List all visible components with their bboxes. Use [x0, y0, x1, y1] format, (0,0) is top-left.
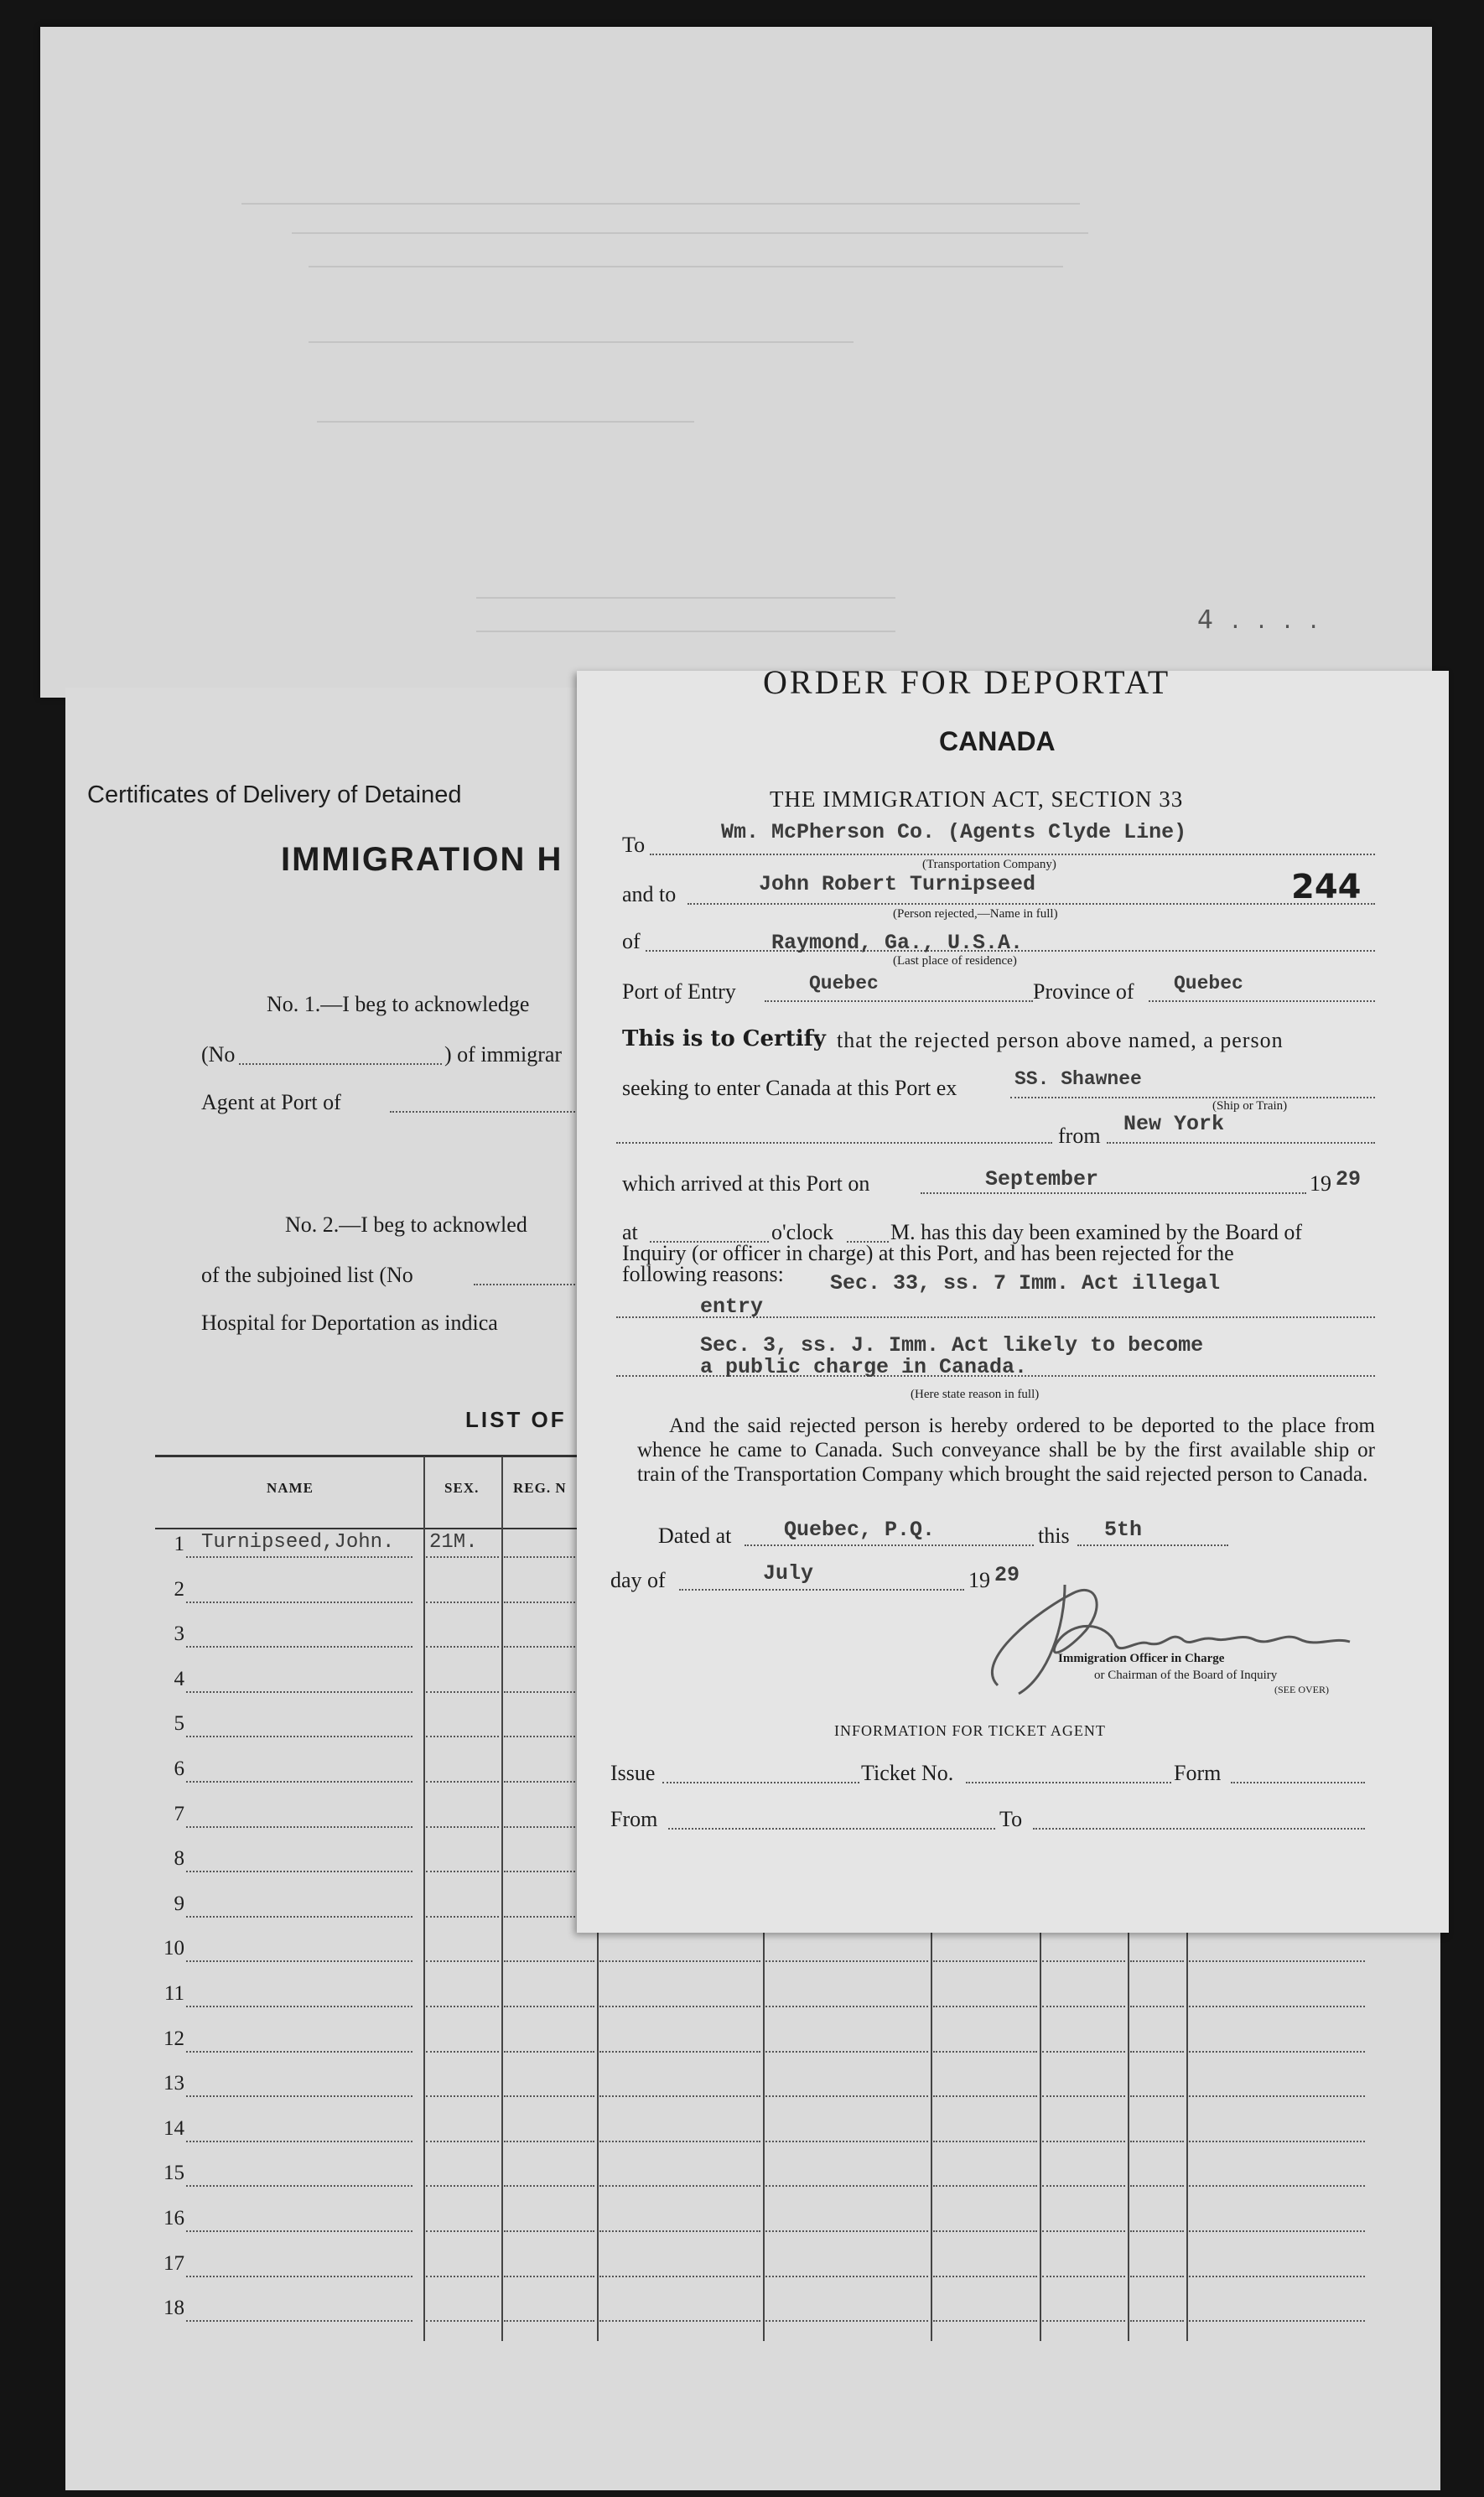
row-cell-dots — [1042, 2320, 1125, 2322]
row-cell-dots — [426, 2095, 499, 2097]
from2-label: From — [610, 1807, 658, 1831]
row-cell-dots — [599, 2141, 760, 2142]
row-name: Turnipseed,John. — [201, 1531, 395, 1554]
arrived-dots — [921, 1192, 1306, 1194]
ticket-dots — [966, 1782, 1171, 1783]
order-act: THE IMMIGRATION ACT, SECTION 33 — [770, 786, 1184, 812]
row-cell-dots — [426, 2141, 499, 2142]
row-name-dots — [186, 1646, 413, 1648]
table-header-reg: REG. N — [513, 1480, 567, 1496]
row-name-dots — [186, 1602, 413, 1603]
row-cell-dots — [426, 1826, 499, 1828]
no2-line: No. 2.—I beg to acknowled — [285, 1212, 527, 1237]
agent-dots — [390, 1111, 579, 1113]
row-cell-dots — [1130, 2276, 1184, 2277]
row-cell-dots — [599, 2006, 760, 2007]
row-cell-dots — [599, 2185, 760, 2187]
no-dots — [239, 1063, 442, 1065]
row-number: 10 — [163, 1937, 184, 1960]
of-immigrant: ) of immigrar — [444, 1042, 563, 1067]
row-number: 18 — [163, 2297, 184, 2319]
row-cell-dots — [933, 2051, 1037, 2053]
year-prefix: 19 — [968, 1568, 990, 1592]
chairman-caption: or Chairman of the Board of Inquiry — [1094, 1669, 1278, 1682]
immigration-heading: IMMIGRATION H — [281, 841, 563, 878]
row-cell-dots — [1042, 2185, 1125, 2187]
day-of-label: day of — [610, 1568, 666, 1592]
arrived-label: which arrived at this Port on — [622, 1171, 870, 1196]
col-divider — [423, 1456, 425, 2341]
order-number: 244 — [1291, 868, 1362, 906]
row-cell-dots — [765, 2141, 928, 2142]
row-cell-dots — [1189, 2185, 1365, 2187]
row-cell-dots — [1042, 2051, 1125, 2053]
row-number: 7 — [174, 1803, 184, 1825]
issue-label: Issue — [610, 1761, 656, 1785]
row-cell-dots — [599, 2320, 760, 2322]
row-cell-dots — [1042, 2276, 1125, 2277]
row-cell-dots — [765, 2230, 928, 2232]
row-cell-dots — [504, 2141, 594, 2142]
port-value: Quebec — [809, 973, 879, 994]
row-name-dots — [186, 1781, 413, 1783]
list-of: LIST OF — [465, 1407, 567, 1432]
row-cell-dots — [599, 2051, 760, 2053]
hospital: Hospital for Deportation as indica — [201, 1311, 498, 1335]
ship-dots — [1010, 1097, 1375, 1098]
row-cell-dots — [426, 1736, 499, 1737]
row-cell-dots — [599, 2230, 760, 2232]
row-cell-dots — [504, 2051, 594, 2053]
row-name-dots — [186, 2051, 413, 2053]
row-number: 8 — [174, 1847, 184, 1870]
row-number: 12 — [163, 2027, 184, 2050]
and-to-value: John Robert Turnipseed — [759, 872, 1036, 896]
row-cell-dots — [933, 1960, 1037, 1962]
no1-line: No. 1.—I beg to acknowledge — [267, 992, 530, 1016]
row-cell-dots — [1189, 1960, 1365, 1962]
row-cell-dots — [1189, 2276, 1365, 2277]
row-name-dots — [186, 1960, 413, 1962]
and-to-dots — [688, 903, 1375, 905]
oclock-text: o'clock — [771, 1220, 833, 1244]
row-cell-dots — [1189, 2230, 1365, 2232]
faded-text-line — [476, 631, 895, 632]
port-label: Port of Entry — [622, 979, 736, 1004]
row-cell-dots — [504, 1960, 594, 1962]
row-cell-dots — [765, 2095, 928, 2097]
row-number: 5 — [174, 1712, 184, 1735]
row-cell-dots — [1189, 2141, 1365, 2142]
row-cell-dots — [1042, 2230, 1125, 2232]
row-name-dots — [186, 1826, 413, 1828]
province-value: Quebec — [1174, 973, 1243, 994]
row-cell-dots — [599, 2276, 760, 2277]
row-cell-dots — [426, 2185, 499, 2187]
row-name-dots — [186, 2185, 413, 2187]
row-name-dots — [186, 1556, 413, 1558]
row-cell-dots — [1042, 2006, 1125, 2007]
at-label: at — [622, 1220, 638, 1244]
faded-text-line — [241, 203, 1080, 205]
dated-value: Quebec, P.Q. — [784, 1518, 936, 1542]
row-cell-dots — [1042, 2095, 1125, 2097]
row-cell-dots — [765, 2006, 928, 2007]
row-cell-dots — [765, 2051, 928, 2053]
row-number: 9 — [174, 1892, 184, 1915]
row-cell-dots — [1189, 2095, 1365, 2097]
row-cell-dots — [933, 2141, 1037, 2142]
row-cell-dots — [933, 2185, 1037, 2187]
dated-dots — [745, 1544, 1034, 1546]
reason-2b: a public charge in Canada. — [700, 1355, 1028, 1379]
faded-text-line — [292, 232, 1088, 234]
arrived-year: 29 — [1336, 1167, 1362, 1191]
row-cell-dots — [504, 2006, 594, 2007]
row-cell-dots — [426, 1691, 499, 1693]
row-name-dots — [186, 2276, 413, 2277]
certify-rest: that the rejected person above named, a person — [837, 1028, 1284, 1052]
officer-caption: Immigration Officer in Charge — [1058, 1652, 1225, 1665]
top-sheet — [40, 27, 1432, 698]
table-header-sex: SEX. — [444, 1480, 480, 1496]
from2-dots — [668, 1828, 995, 1830]
of-value: Raymond, Ga., U.S.A. — [771, 931, 1024, 955]
order-heading: ORDER FOR DEPORTAT — [763, 663, 1171, 701]
subjoined-dots — [474, 1284, 579, 1285]
row-name-dots — [186, 2141, 413, 2142]
reason-caption: (Here state reason in full) — [911, 1388, 1040, 1401]
no-paren: (No — [201, 1042, 236, 1067]
row-cell-dots — [1189, 2320, 1365, 2322]
row-cell-dots — [599, 1960, 760, 1962]
row-name-dots — [186, 1916, 413, 1918]
row-number: 11 — [163, 1982, 184, 2005]
to-value: Wm. McPherson Co. (Agents Clyde Line) — [721, 820, 1187, 844]
row-cell-dots — [426, 2051, 499, 2053]
see-over: (SEE OVER) — [1274, 1684, 1329, 1695]
year-value: 29 — [994, 1563, 1020, 1587]
of-caption: (Last place of residence) — [893, 954, 1017, 968]
reason-1b: entry — [700, 1295, 764, 1319]
month-value: July — [763, 1561, 814, 1586]
row-number: 4 — [174, 1668, 184, 1690]
day-value: 5th — [1104, 1518, 1143, 1542]
to-dots — [650, 854, 1375, 855]
faded-text-line — [309, 341, 854, 343]
inquiry-text: Inquiry (or officer in charge) at this Port, and has been rejected for the — [622, 1241, 1234, 1265]
from-dots — [1107, 1142, 1375, 1144]
issue-dots — [662, 1782, 859, 1783]
certificate-title: Certificates of Delivery of Detained — [87, 781, 462, 808]
row-cell-dots — [1130, 2141, 1184, 2142]
order-country: CANADA — [939, 726, 1056, 756]
row-number: 2 — [174, 1578, 184, 1601]
row-cell-dots — [426, 2320, 499, 2322]
row-cell-dots — [504, 2230, 594, 2232]
row-cell-dots — [1130, 2095, 1184, 2097]
row-cell-dots — [765, 2320, 928, 2322]
row-name-dots — [186, 2095, 413, 2097]
top-mark: 4 . . . . — [1197, 605, 1323, 635]
faded-text-line — [476, 597, 895, 599]
row-cell-dots — [1042, 1960, 1125, 1962]
row-number: 17 — [163, 2252, 184, 2275]
faded-text-line — [309, 266, 1063, 267]
row-cell-dots — [426, 2230, 499, 2232]
row-cell-dots — [933, 2006, 1037, 2007]
row-cell-dots — [426, 1781, 499, 1783]
row-cell-dots — [1189, 2051, 1365, 2053]
arrived-year-prefix: 19 — [1310, 1171, 1331, 1196]
row-name-dots — [186, 2006, 413, 2007]
agent-port: Agent at Port of — [201, 1090, 341, 1114]
row-cell-dots — [933, 2230, 1037, 2232]
row-cell-dots — [933, 2320, 1037, 2322]
row-name-dots — [186, 2230, 413, 2232]
row-cell-dots — [1130, 2230, 1184, 2232]
row-name-dots — [186, 1691, 413, 1693]
from-label: from — [1058, 1124, 1101, 1148]
ticket-label: Ticket No. — [861, 1761, 954, 1785]
row-number: 14 — [163, 2117, 184, 2140]
row-cell-dots — [933, 2095, 1037, 2097]
row-cell-dots — [1130, 2051, 1184, 2053]
row-cell-dots — [933, 2276, 1037, 2277]
to2-dots — [1033, 1828, 1365, 1830]
row-cell-dots — [426, 1556, 499, 1558]
row-cell-dots — [599, 2095, 760, 2097]
from-lead-dots — [616, 1142, 1052, 1144]
to2-label: To — [999, 1807, 1023, 1831]
dated-label: Dated at — [658, 1524, 732, 1548]
row-number: 13 — [163, 2072, 184, 2095]
form-dots — [1231, 1782, 1365, 1783]
certify-bold: This is to Certify — [622, 1026, 826, 1051]
port-dots — [765, 1000, 1033, 1002]
subjoined: of the subjoined list (No — [201, 1263, 413, 1287]
row-cell-dots — [426, 1916, 499, 1918]
row-cell-dots — [765, 2276, 928, 2277]
row-cell-dots — [1130, 1960, 1184, 1962]
col-divider — [501, 1456, 503, 2341]
row-cell-dots — [1130, 2320, 1184, 2322]
row-number: 16 — [163, 2207, 184, 2230]
month-dots — [679, 1589, 964, 1591]
day-dots — [1077, 1544, 1228, 1546]
from-value: New York — [1123, 1112, 1225, 1136]
row-cell-dots — [765, 1960, 928, 1962]
row-sex: 21M. — [429, 1531, 478, 1554]
province-dots — [1149, 1000, 1375, 1002]
row-cell-dots — [1042, 2141, 1125, 2142]
row-number: 15 — [163, 2162, 184, 2184]
info-heading: INFORMATION FOR TICKET AGENT — [834, 1722, 1106, 1739]
arrived-value: September — [985, 1167, 1099, 1191]
of-label: of — [622, 929, 641, 953]
seeking-label: seeking to enter Canada at this Port ex — [622, 1076, 957, 1100]
row-cell-dots — [426, 2006, 499, 2007]
row-name-dots — [186, 2320, 413, 2322]
row-cell-dots — [1130, 2185, 1184, 2187]
row-cell-dots — [504, 2095, 594, 2097]
following-label: following reasons: — [622, 1262, 784, 1286]
to-label: To — [622, 833, 646, 857]
deport-paragraph: And the said rejected person is hereby ordered to be deported to the place from whence he came to Canada. Such conveyance shall be by the first available ship or train of the Transportation Company which brought the said rejected person to Canada. — [637, 1415, 1375, 1486]
row-number: 3 — [174, 1622, 184, 1645]
row-name-dots — [186, 1871, 413, 1872]
row-cell-dots — [1189, 2006, 1365, 2007]
this-label: this — [1038, 1524, 1070, 1548]
row-cell-dots — [504, 2320, 594, 2322]
table-header-name: NAME — [267, 1480, 314, 1496]
row-cell-dots — [426, 1960, 499, 1962]
to-caption: (Transportation Company) — [922, 858, 1056, 871]
row-cell-dots — [765, 2185, 928, 2187]
row-number: 6 — [174, 1757, 184, 1780]
row-number: 1 — [174, 1533, 184, 1555]
reason-2: Sec. 3, ss. J. Imm. Act likely to become — [700, 1333, 1204, 1358]
ship-value: SS. Shawnee — [1014, 1068, 1142, 1090]
form-label: Form — [1174, 1761, 1222, 1785]
and-to-caption: (Person rejected,—Name in full) — [893, 907, 1058, 921]
row-cell-dots — [1130, 2006, 1184, 2007]
row-cell-dots — [426, 1871, 499, 1872]
faded-text-line — [317, 421, 694, 423]
row-cell-dots — [426, 1646, 499, 1648]
province-label: Province of — [1033, 979, 1134, 1004]
and-to-label: and to — [622, 882, 677, 906]
row-cell-dots — [504, 2185, 594, 2187]
m-text: M. has this day been examined by the Board of — [890, 1220, 1302, 1244]
row-cell-dots — [504, 2276, 594, 2277]
row-cell-dots — [426, 1602, 499, 1603]
ship-caption: (Ship or Train) — [1212, 1099, 1288, 1113]
row-cell-dots — [426, 2276, 499, 2277]
reason-1: Sec. 33, ss. 7 Imm. Act illegal — [830, 1271, 1221, 1295]
row-name-dots — [186, 1736, 413, 1737]
